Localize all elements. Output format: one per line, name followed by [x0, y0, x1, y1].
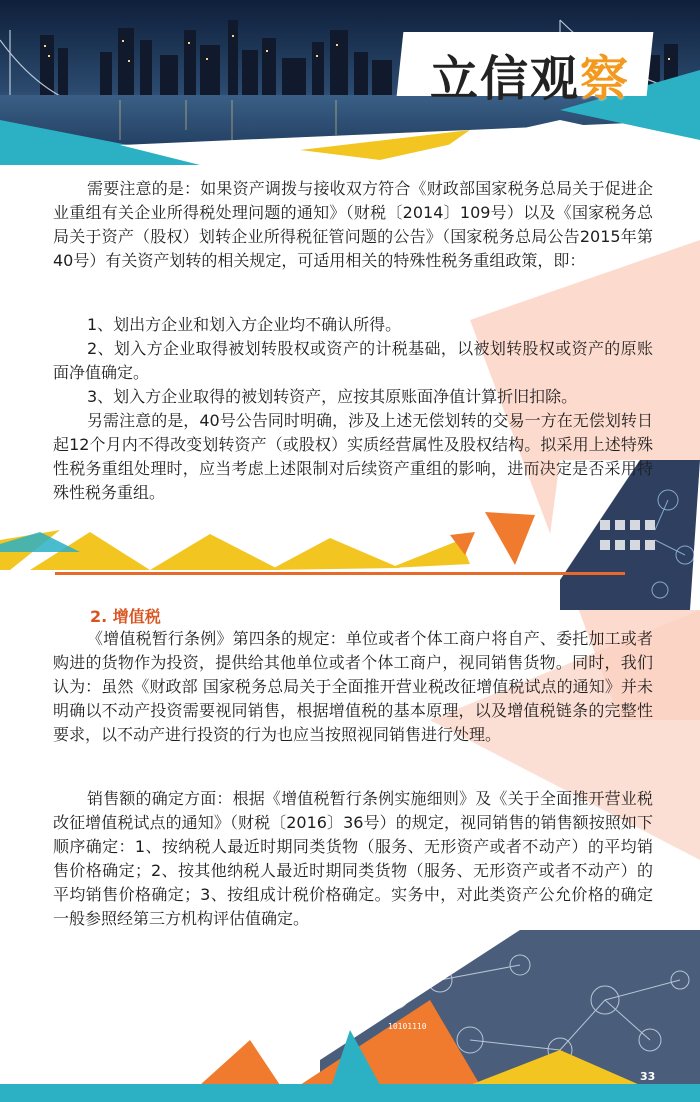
title-part-main: 立信观	[429, 51, 580, 107]
vat-paragraph-1: 《增值税暂行条例》第四条的规定：单位或者个体工商户将自产、委托加工或者购进的货物作为投资，提供给其他单位或者个体工商户，视同销售货物。同时，我们认为：虽然《财政部 国家税务总局关于全面推开营业税改征增值税试点的通知》并未明确以不动产投资需要视同销售，根据增值税的基本原理，以及增值税链条的完整性要求，以不动产进行投资的行为也应当按照视同销售进行处理。	[53, 629, 653, 744]
page-title	[430, 40, 630, 109]
page-number: 33	[640, 1070, 656, 1083]
list-item-2: 2、划入方企业取得被划转股权或资产的计税基础，以被划转股权或资产的原账面净值确定。	[53, 339, 653, 382]
note-paragraph: 另需注意的是，40号公告同时明确，涉及上述无偿划转的交易一方在无偿划转日起12个月内不得改变划转资产（或股权）实质经营属性及股权结构。拟采用上述特殊性税务重组处理时，应当考虑上述限制对后续资产重组的影响，进而决定是否采用特殊性税务重组。	[53, 411, 653, 502]
title-part-accent: 察	[579, 51, 630, 107]
vat-paragraph-2: 销售额的确定方面：根据《增值税暂行条例实施细则》及《关于全面推开营业税改征增值税试点的通知》（财税〔2016〕36号）的规定，视同销售的销售额按照如下顺序确定：1、按纳税人最近时期同类货物（服务、无形资产或者不动产）的平均销售价格确定；2、按其他纳税人最近时期同类货物（服务、无形资产或者不动产）的平均销售价格确定；3、按组成计税价格确定。实务中，对此类资产公允价格的确定一般参照经第三方机构评估值确定。	[53, 789, 653, 928]
binary-decoration: 10101110	[388, 1022, 427, 1031]
footer-bar	[0, 1084, 700, 1102]
intro-paragraph: 需要注意的是：如果资产调拨与接收双方符合《财政部国家税务总局关于促进企业重组有关企业所得税处理问题的通知》（财税〔2014〕109号）以及《国家税务总局关于资产（股权）划转企业所得税征管问题的公告》（国家税务总局公告2015年第40号）有关资产划转的相关规定，可适用相关的特殊性税务重组政策，即：	[53, 179, 653, 270]
list-item-1: 1、划出方企业和划入方企业均不确认所得。	[87, 315, 402, 334]
section-heading: 2. 增值税	[90, 607, 161, 626]
list-item-3: 3、划入方企业取得的被划转资产，应按其原账面净值计算折旧扣除。	[87, 387, 578, 406]
section-divider	[55, 572, 625, 575]
